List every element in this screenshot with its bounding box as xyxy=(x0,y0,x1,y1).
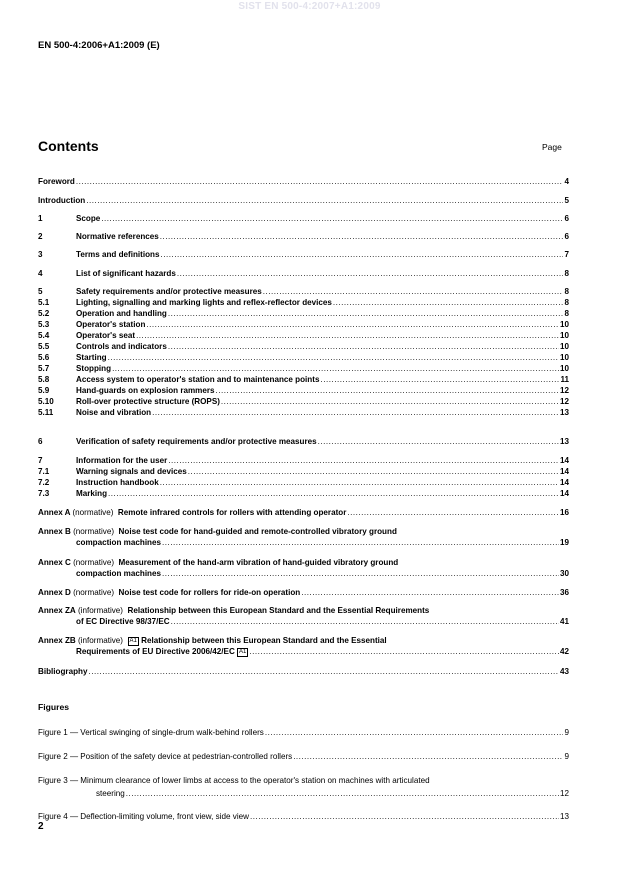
toc-entry-bibliography[interactable] xyxy=(38,666,569,677)
toc-title: Operator's station xyxy=(76,320,146,329)
toc-title: Terms and definitions xyxy=(76,250,160,259)
amendment-start-icon: A1 xyxy=(129,638,137,644)
annex-label: Annex A xyxy=(38,508,71,517)
toc-title: Safety requirements and/or protective measures xyxy=(76,287,262,296)
toc-entry-1[interactable] xyxy=(38,213,569,224)
toc-number: 2 xyxy=(38,232,43,241)
toc-page: 19 xyxy=(559,538,569,547)
toc-page: 14 xyxy=(559,489,569,498)
toc-entry-annex-b-cont[interactable] xyxy=(38,537,569,548)
figure-page: 13 xyxy=(559,812,569,821)
toc-page: 30 xyxy=(559,569,569,578)
toc-entry-7-1[interactable] xyxy=(38,466,569,477)
toc-title: Foreword xyxy=(38,177,75,186)
toc-title: Hand-guards on explosion rammers xyxy=(76,386,215,395)
toc-entry-7[interactable] xyxy=(38,455,569,466)
toc-title: Roll-over protective structure (ROPS) xyxy=(76,397,220,406)
toc-entry-4[interactable] xyxy=(38,268,569,279)
figures-title: Figures xyxy=(38,702,70,712)
annex-type: (normative) xyxy=(73,527,115,536)
toc-number: 5.8 xyxy=(38,375,50,384)
toc-page: 5 xyxy=(564,196,569,205)
toc-page: 10 xyxy=(559,342,569,351)
toc-title: List of significant hazards xyxy=(76,269,176,278)
toc-page: 13 xyxy=(559,437,569,446)
toc-number: 5.9 xyxy=(38,386,50,395)
toc-number: 6 xyxy=(38,437,43,446)
toc-entry-5-6[interactable] xyxy=(38,352,569,363)
toc-entry-annex-zb[interactable] xyxy=(38,635,387,646)
toc-page: 41 xyxy=(559,617,569,626)
toc-title: Information for the user xyxy=(76,456,168,465)
toc-entry-annex-c[interactable] xyxy=(38,557,398,568)
contents-title: Contents xyxy=(38,138,99,154)
toc-entry-5-3[interactable] xyxy=(38,319,569,330)
document-id: EN 500-4:2006+A1:2009 (E) xyxy=(38,40,160,51)
toc-entry-annex-za[interactable] xyxy=(38,605,429,616)
amendment-end-icon: A1 xyxy=(239,649,247,655)
figure-page: 12 xyxy=(559,789,569,798)
toc-title: Marking xyxy=(76,489,108,498)
toc-page: 42 xyxy=(559,647,569,656)
toc-page: 13 xyxy=(559,408,569,417)
toc-entry-annex-zb-cont[interactable] xyxy=(38,646,569,657)
toc-page: 12 xyxy=(559,397,569,406)
toc-entry-6[interactable] xyxy=(38,436,569,447)
toc-page: 10 xyxy=(559,320,569,329)
toc-number: 7.1 xyxy=(38,467,50,476)
annex-label: Annex ZB xyxy=(38,636,76,645)
toc-entry-introduction[interactable] xyxy=(38,195,569,206)
toc-title: Normative references xyxy=(76,232,159,241)
toc-entry-annex-c-cont[interactable] xyxy=(38,568,569,579)
toc-entry-annex-b[interactable] xyxy=(38,526,397,537)
toc-title: Instruction handbook xyxy=(76,478,159,487)
toc-number: 7.3 xyxy=(38,489,50,498)
figure-title: Figure 1 — Vertical swinging of single-drum walk-behind rollers xyxy=(38,728,264,737)
toc-page: 10 xyxy=(559,353,569,362)
toc-number: 7 xyxy=(38,456,43,465)
toc-entry-5-1[interactable] xyxy=(38,297,569,308)
toc-page: 36 xyxy=(559,588,569,597)
toc-title-cont: compaction machines xyxy=(76,569,162,578)
annex-label: Annex ZA xyxy=(38,606,76,615)
toc-entry-7-2[interactable] xyxy=(38,477,569,488)
toc-number: 5 xyxy=(38,287,43,296)
toc-title: Warning signals and devices xyxy=(76,467,187,476)
toc-entry-annex-a[interactable] xyxy=(38,507,569,518)
toc-title: Measurement of the hand-arm vibration of hand-guided vibratory ground xyxy=(118,558,399,567)
annex-type: (normative) xyxy=(73,558,115,567)
toc-page: 10 xyxy=(559,364,569,373)
toc-page: 8 xyxy=(564,298,569,307)
figure-page: 9 xyxy=(564,752,569,761)
toc-entry-5-5[interactable] xyxy=(38,341,569,352)
toc-number: 5.5 xyxy=(38,342,50,351)
toc-page: 7 xyxy=(564,250,569,259)
toc-page: 14 xyxy=(559,478,569,487)
toc-entry-5-10[interactable] xyxy=(38,396,569,407)
toc-title: Bibliography xyxy=(38,667,88,676)
toc-page: 12 xyxy=(559,386,569,395)
toc-page: 8 xyxy=(564,309,569,318)
toc-entry-3[interactable] xyxy=(38,249,569,260)
toc-title: Controls and indicators xyxy=(76,342,167,351)
toc-title: Introduction xyxy=(38,196,86,205)
annex-label: Annex B xyxy=(38,527,71,536)
toc-page: 10 xyxy=(559,331,569,340)
toc-number: 5.1 xyxy=(38,298,50,307)
toc-number: 4 xyxy=(38,269,43,278)
toc-page: 11 xyxy=(560,375,569,384)
toc-title: Scope xyxy=(76,214,101,223)
toc-entry-5-2[interactable] xyxy=(38,308,569,319)
toc-page: 6 xyxy=(564,232,569,241)
toc-title: Stopping xyxy=(76,364,112,373)
toc-number: 5.2 xyxy=(38,309,50,318)
toc-page: 6 xyxy=(564,214,569,223)
watermark: SIST EN 500-4:2007+A1:2009 xyxy=(238,1,381,12)
toc-number: 7.2 xyxy=(38,478,50,487)
toc-page: 43 xyxy=(559,667,569,676)
toc-title-cont: compaction machines xyxy=(76,538,162,547)
annex-type: (informative) xyxy=(78,636,124,645)
toc-page: 16 xyxy=(559,508,569,517)
page-column-label: Page xyxy=(542,142,562,152)
toc-number: 5.3 xyxy=(38,320,50,329)
toc-title: Noise test code for hand-guided and remote-controlled vibratory ground xyxy=(118,527,397,536)
toc-page: 14 xyxy=(559,467,569,476)
toc-page: 14 xyxy=(559,456,569,465)
toc-title: Verification of safety requirements and/or protective measures xyxy=(76,437,317,446)
toc-title: Access system to operator's station and to maintenance points xyxy=(76,375,320,384)
figure-entry-3[interactable] xyxy=(38,775,569,786)
toc-number: 5.10 xyxy=(38,397,54,406)
figure-title: Figure 4 — Deflection-limiting volume, front view, side view xyxy=(38,812,249,821)
toc-title: Remote infrared controls for rollers with attending operator xyxy=(117,508,347,517)
toc-page: 4 xyxy=(564,177,569,186)
annex-type: (normative) xyxy=(72,508,114,517)
toc-page: 8 xyxy=(564,269,569,278)
toc-entry-2[interactable] xyxy=(38,231,569,242)
toc-entry-5-8[interactable] xyxy=(38,374,569,385)
toc-entry-5-9[interactable] xyxy=(38,385,569,396)
toc-number: 5.4 xyxy=(38,331,50,340)
annex-label: Annex D xyxy=(38,588,71,597)
toc-number: 1 xyxy=(38,214,43,223)
toc-title: Noise and vibration xyxy=(76,408,152,417)
figure-entry-3-cont[interactable] xyxy=(38,788,569,799)
toc-title: Operator's seat xyxy=(76,331,136,340)
page-number: 2 xyxy=(38,821,44,832)
toc-title-cont: Requirements of EU Directive 2006/42/EC xyxy=(76,647,235,656)
toc-title: Relationship between this European Standard and the Essential Requirements xyxy=(127,606,430,615)
toc-title: Operation and handling xyxy=(76,309,167,318)
toc-number: 5.6 xyxy=(38,353,50,362)
figure-page: 9 xyxy=(564,728,569,737)
toc-number: 5.11 xyxy=(38,408,54,417)
toc-entry-5[interactable] xyxy=(38,286,569,297)
toc-entry-5-7[interactable] xyxy=(38,363,569,374)
figure-title-cont: steering xyxy=(96,789,125,798)
figure-entry-1[interactable] xyxy=(38,727,569,738)
figure-entry-4[interactable] xyxy=(38,811,569,822)
toc-number: 3 xyxy=(38,250,43,259)
toc-title: Lighting, signalling and marking lights and reflex-reflector devices xyxy=(76,298,332,307)
toc-title: Noise test code for rollers for ride-on operation xyxy=(118,588,301,597)
figure-title: Figure 3 — Minimum clearance of lower limbs at access to the operator's station on machines with articulated xyxy=(38,776,430,785)
toc-title: Starting xyxy=(76,353,107,362)
toc-entry-annex-za-cont[interactable] xyxy=(38,616,569,627)
toc-number: 5.7 xyxy=(38,364,50,373)
annex-label: Annex C xyxy=(38,558,71,567)
toc-entry-5-11[interactable] xyxy=(38,407,569,418)
figure-title: Figure 2 — Position of the safety device at pedestrian-controlled rollers xyxy=(38,752,293,761)
toc-title: Relationship between this European Standard and the Essential xyxy=(141,636,387,645)
toc-title-cont: of EC Directive 98/37/EC xyxy=(76,617,170,626)
toc-entry-foreword[interactable] xyxy=(38,176,569,187)
toc-entry-5-4[interactable] xyxy=(38,330,569,341)
annex-type: (normative) xyxy=(73,588,115,597)
toc-entry-annex-d[interactable] xyxy=(38,587,569,598)
figure-entry-2[interactable] xyxy=(38,751,569,762)
toc-page: 8 xyxy=(564,287,569,296)
annex-type: (informative) xyxy=(78,606,124,615)
toc-entry-7-3[interactable] xyxy=(38,488,569,499)
